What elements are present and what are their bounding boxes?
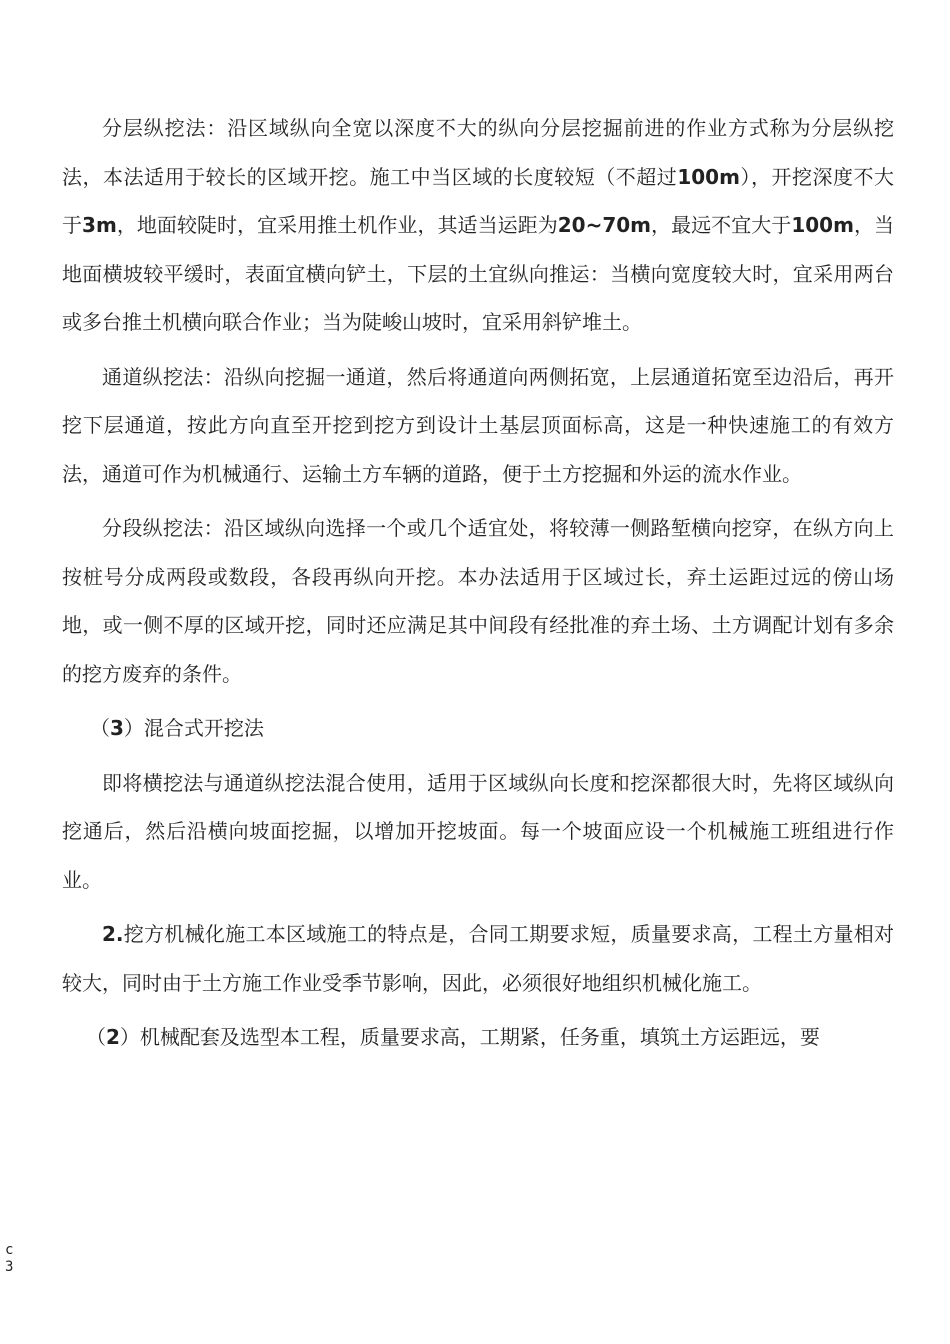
footer-line-2: 3 [5,1259,14,1275]
text-run: 挖方机械化施工本区域施工的特点是，合同工期要求短，质量要求高，工程土方量相对较大，同时由于土方施工作业受季节影响，因此，必须很好地组织机械化施工。 [62,922,894,995]
paragraph-heading-3 [62,704,894,753]
text-run: （ [90,716,110,740]
bold-text: 100m [791,213,854,237]
bold-text: 20~70m [557,213,652,237]
text-run: ，当地面横坡较平缓时，表面宜横向铲土，下层的土宜纵向推运：当横向宽度较大时，宜采用两台或多台推土机横向联合作业；当为陡峻山坡时，宜采用斜铲堆土。 [62,213,895,334]
text-run: 通道纵挖法：沿纵向挖掘一通道，然后将通道向两侧拓宽，上层通道拓宽至边沿后，再开挖下层通道，按此方向直至开挖到挖方到设计土基层顶面标高，这是一种快速施工的有效方法，通道可作为机械通行、运输土方车辆的道路，便于土方挖掘和外运的流水作业。 [62,364,894,486]
bold-text: 2. [102,922,124,946]
bold-text: 100m [677,164,740,189]
bold-text: 3 [110,716,124,740]
text-run: ，地面较陡时，宜采用推土机作业，其适当运距为 [116,213,558,237]
text-run: ）机械配套及选型本工程，质量要求高，工期紧，任务重，填筑土方运距远，要 [119,1025,820,1049]
paragraph-section-2 [62,910,894,1007]
paragraph-segment-method [62,504,894,698]
text-run: 即将横挖法与通道纵挖法混合使用，适用于区域纵向长度和挖深都很大时，先将区域纵向挖通后，然后沿横向坡面挖掘，以增加开挖坡面。每一个坡面应设一个机械施工班组进行作业。 [62,770,894,892]
text-run: 分段纵挖法：沿区域纵向选择一个或几个适宜处，将较薄一侧路堑横向挖穿，在纵方向上按桩号分成两段或数段，各段再纵向开挖。本办法适用于区域过长，弃土运距过远的傍山场地，或一侧不厚的区域开挖，同时还应满足其中间段有经批准的弃土场、土方调配计划有多余的挖方废弃的条件。 [62,516,894,686]
paragraph-machinery-selection [62,1013,894,1062]
text-run: ），开挖深度不大于 [62,164,895,237]
paragraph-layered-method [62,104,894,347]
text-run: 分层纵挖法：沿区域纵向全宽以深度不大的纵向分层挖掘前进的作业方式称为分层纵挖法，本法适用于较长的区域开挖。施工中当区域的长度较短（不超过 [62,116,894,189]
text-run: （ [86,1025,106,1049]
paragraph-channel-method [62,353,894,499]
paragraph-mixed-method [62,759,894,905]
text-run: ）混合式开挖法 [123,716,264,740]
text-run: ，最远不宜大于 [651,213,792,237]
page-footer-mark [5,1242,13,1276]
footer-line-1: c [5,1242,14,1258]
bold-text: 2 [106,1025,120,1049]
bold-text: 3m [82,213,117,237]
document-body [62,104,894,1068]
